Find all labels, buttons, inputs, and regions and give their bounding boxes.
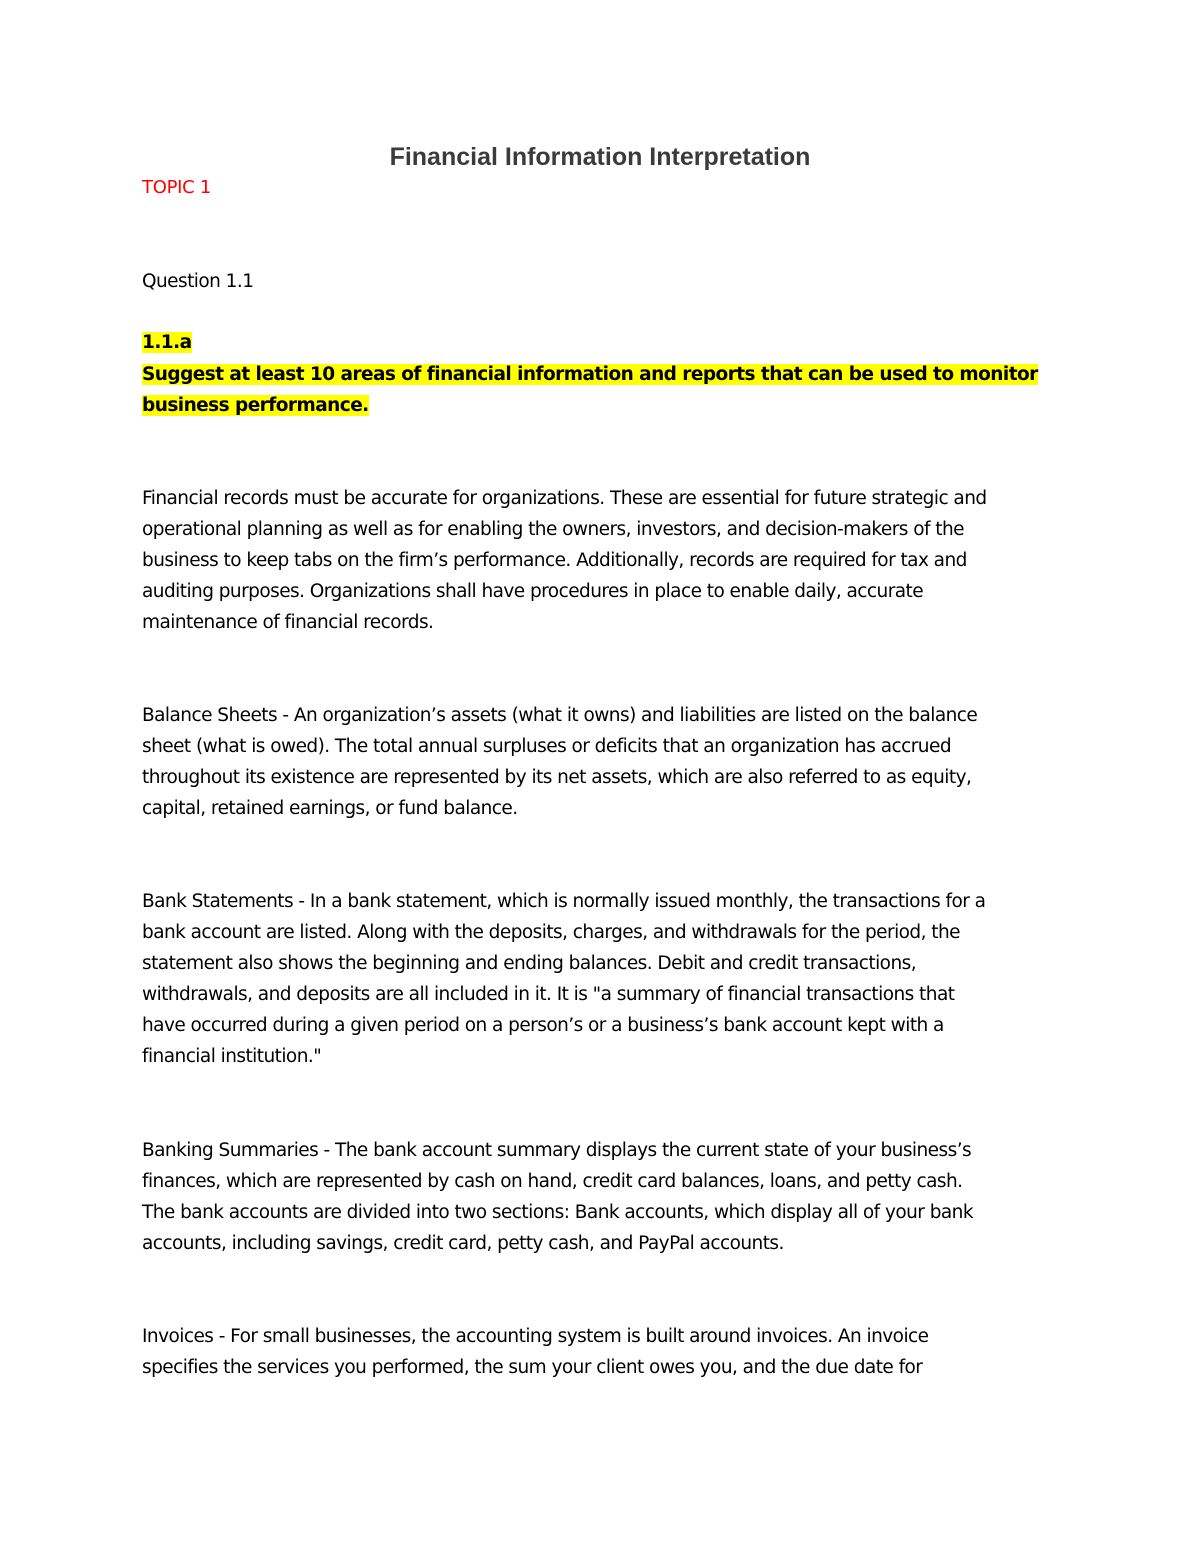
paragraph-bank-statements [142, 886, 1072, 1072]
paragraph-line: financial institution." [142, 1046, 322, 1067]
paragraph-line: Invoices - For small businesses, the accounting system is built around invoices. An invoice [142, 1326, 929, 1347]
document-title: Financial Information Interpretation [389, 143, 811, 171]
paragraph-line: specifies the services you performed, the sum your client owes you, and the due date for [142, 1357, 923, 1378]
paragraph-banking-summaries [142, 1135, 1072, 1259]
sub-question-highlight: 1.1.a [142, 332, 192, 353]
prompt-highlight: business performance. [142, 395, 369, 416]
prompt-line [142, 390, 1072, 421]
paragraph-line: withdrawals, and deposits are all included in it. It is "a summary of financial transactions that [142, 984, 955, 1005]
paragraph-line: operational planning as well as for enabling the owners, investors, and decision-makers of the [142, 519, 964, 540]
paragraph-line: maintenance of financial records. [142, 612, 434, 633]
paragraph-line: accounts, including savings, credit card, petty cash, and PayPal accounts. [142, 1233, 784, 1254]
paragraph-line: have occurred during a given period on a person’s or a business’s bank account kept with a [142, 1015, 944, 1036]
prompt-highlight: Suggest at least 10 areas of financial information and reports that can be used to monitor [142, 364, 1038, 385]
paragraph-line: Banking Summaries - The bank account summary displays the current state of your business’s [142, 1140, 972, 1161]
paragraph-line: capital, retained earnings, or fund balance. [142, 798, 518, 819]
question-prompt [142, 359, 1072, 421]
paragraph-line: Bank Statements - In a bank statement, which is normally issued monthly, the transactions for a [142, 891, 986, 912]
paragraph-line: bank account are listed. Along with the deposits, charges, and withdrawals for the period, the [142, 922, 960, 943]
paragraph-line: throughout its existence are represented by its net assets, which are also referred to as equity, [142, 767, 972, 788]
paragraph-line: statement also shows the beginning and ending balances. Debit and credit transactions, [142, 953, 917, 974]
paragraph-line: Balance Sheets - An organization’s assets (what it owns) and liabilities are listed on the balance [142, 705, 978, 726]
topic-label: TOPIC 1 [142, 177, 211, 198]
paragraph-line: business to keep tabs on the firm’s performance. Additionally, records are required for tax and [142, 550, 967, 571]
paragraph-line: The bank accounts are divided into two sections: Bank accounts, which display all of your bank [142, 1202, 974, 1223]
paragraph-line: Financial records must be accurate for organizations. These are essential for future strategic and [142, 488, 987, 509]
paragraph-balance-sheets [142, 700, 1072, 824]
paragraph-invoices [142, 1321, 1072, 1383]
sub-question-label [142, 327, 1072, 358]
paragraph-line: finances, which are represented by cash on hand, credit card balances, loans, and petty cash. [142, 1171, 963, 1192]
paragraph-line: sheet (what is owed). The total annual surpluses or deficits that an organization has accrued [142, 736, 952, 757]
prompt-line [142, 359, 1072, 390]
paragraph-line: auditing purposes. Organizations shall have procedures in place to enable daily, accurate [142, 581, 924, 602]
paragraph-financial-records [142, 483, 1072, 638]
question-label: Question 1.1 [142, 271, 254, 292]
